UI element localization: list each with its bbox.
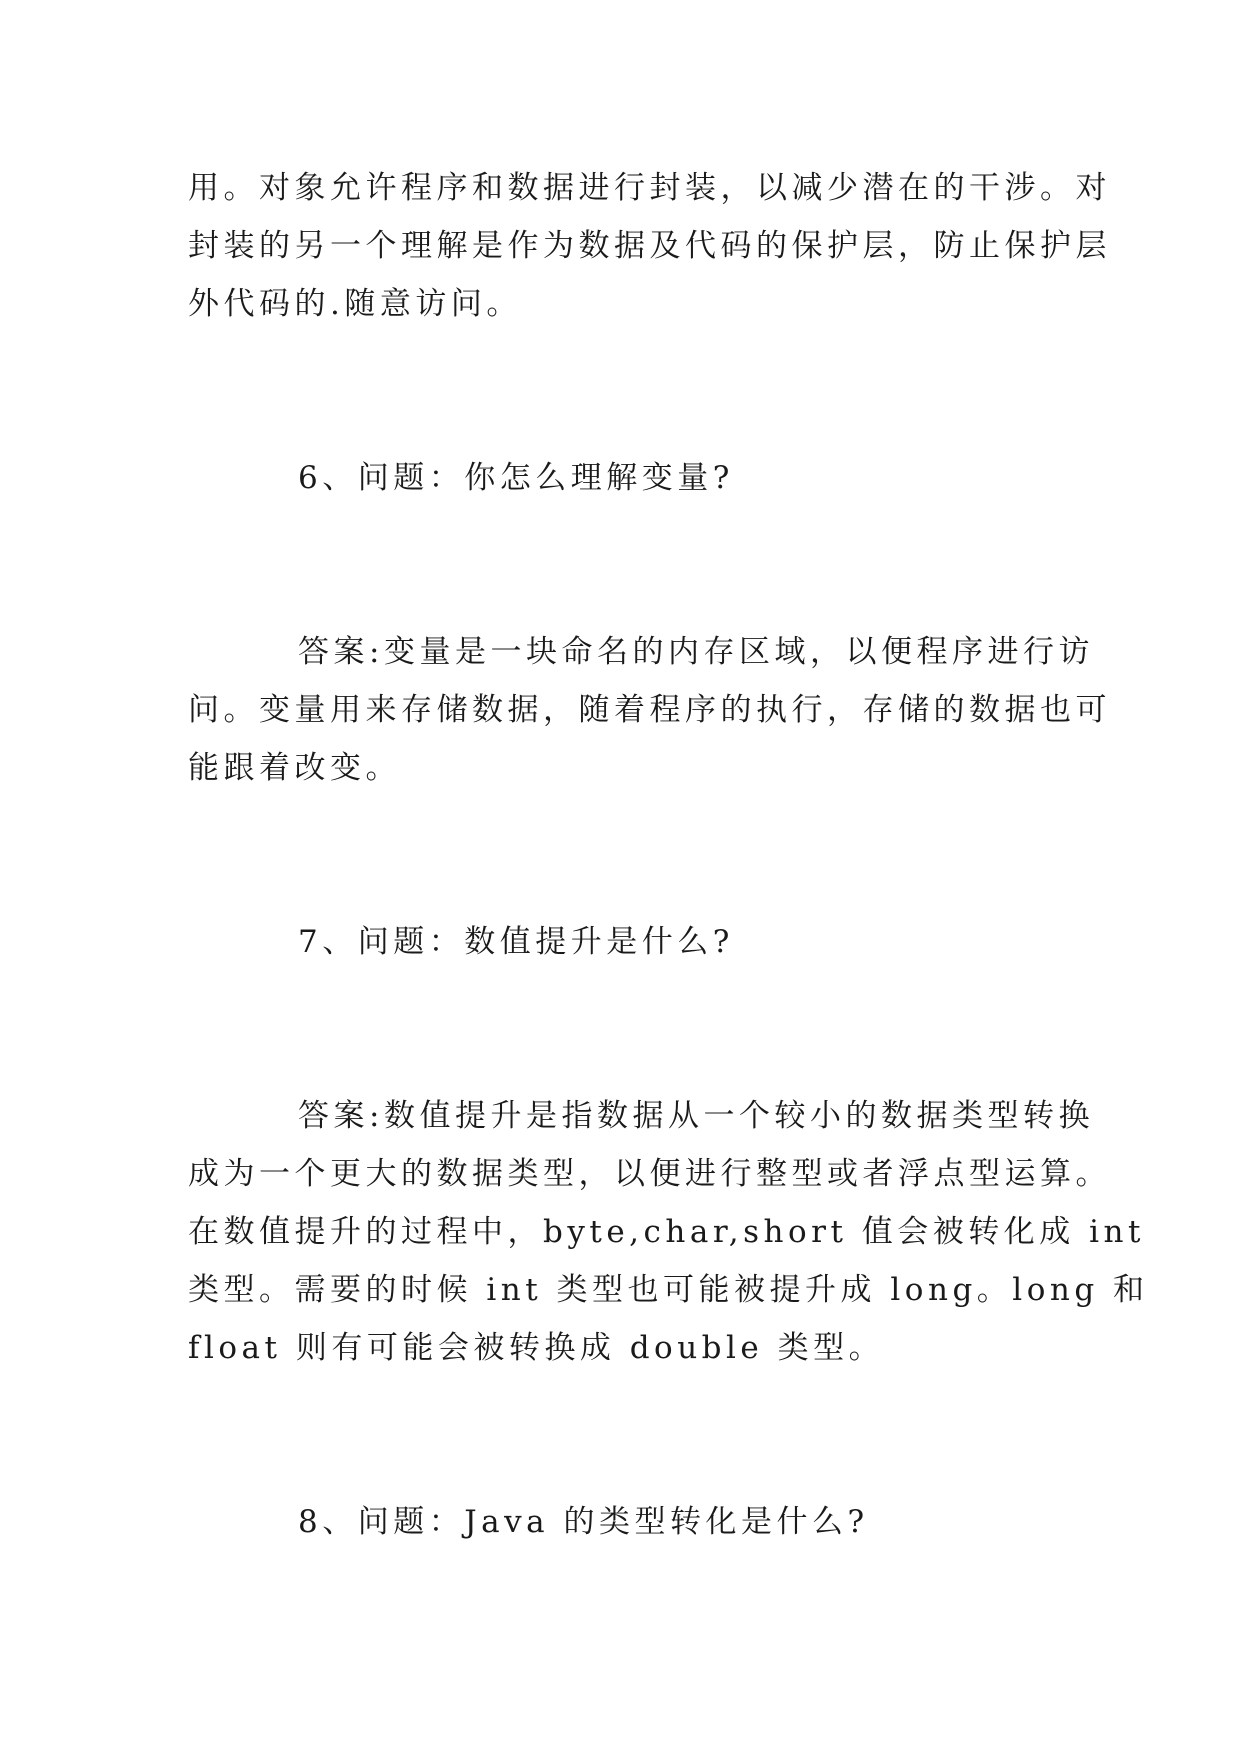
answer-6-line: 答案:变量是一块命名的内存区域，以便程序进行访 <box>298 634 1094 670</box>
answer-7-line: 成为一个更大的数据类型，以便进行整型或者浮点型运算。 <box>188 1156 1111 1192</box>
paragraph-line: 用。对象允许程序和数据进行封装，以减少潜在的干涉。对 <box>188 170 1111 206</box>
paragraph-line: 外代码的.随意访问。 <box>188 286 522 322</box>
answer-6-line: 能跟着改变。 <box>188 750 401 786</box>
answer-7-line: 在数值提升的过程中，byte,char,short 值会被转化成 int <box>188 1214 1145 1250</box>
answer-7-line: 类型。需要的时候 int 类型也可能被提升成 long。long 和 <box>188 1272 1149 1308</box>
answer-7-line: float 则有可能会被转换成 double 类型。 <box>188 1330 885 1366</box>
answer-7-line: 答案:数值提升是指数据从一个较小的数据类型转换 <box>298 1098 1094 1134</box>
question-7-heading: 7、问题：数值提升是什么? <box>298 924 734 960</box>
question-6-heading: 6、问题：你怎么理解变量? <box>298 460 734 496</box>
paragraph-line: 封装的另一个理解是作为数据及代码的保护层，防止保护层 <box>188 228 1111 264</box>
question-8-heading: 8、问题：Java 的类型转化是什么? <box>298 1504 869 1540</box>
answer-6-line: 问。变量用来存储数据，随着程序的执行，存储的数据也可 <box>188 692 1111 728</box>
